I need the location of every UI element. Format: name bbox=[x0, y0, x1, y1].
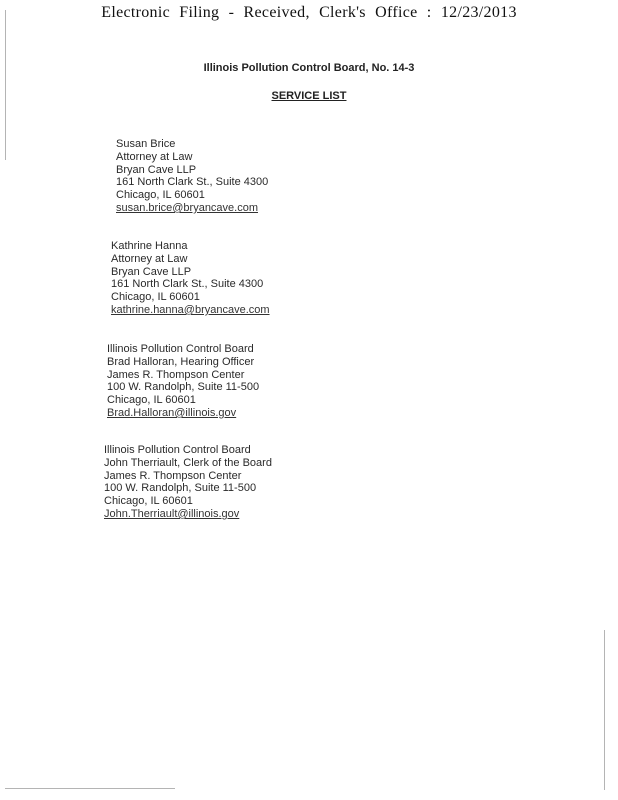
entry-email: susan.brice@bryancave.com bbox=[116, 201, 259, 214]
service-entry-1 bbox=[116, 138, 268, 215]
entry-building: James R. Thompson Center bbox=[107, 368, 245, 381]
entry-street: 161 North Clark St., Suite 4300 bbox=[116, 176, 269, 189]
entry-email: kathrine.hanna@bryancave.com bbox=[111, 303, 270, 316]
entry-email: John.Therriault@illinois.gov bbox=[104, 507, 240, 520]
entry-street: 161 North Clark St., Suite 4300 bbox=[111, 278, 264, 291]
filing-stamp: Electronic Filing - Received, Clerk's Office : 12/23/2013 bbox=[101, 4, 517, 21]
entry-building: James R. Thompson Center bbox=[104, 469, 242, 482]
entry-name: John Therriault, Clerk of the Board bbox=[104, 456, 272, 469]
entry-name: Brad Halloran, Hearing Officer bbox=[107, 355, 255, 368]
entry-name: Kathrine Hanna bbox=[111, 240, 188, 252]
entry-city: Chicago, IL 60601 bbox=[107, 394, 196, 407]
entry-name: Susan Brice bbox=[116, 138, 176, 150]
service-entry-4 bbox=[104, 444, 272, 521]
service-entry-3 bbox=[107, 343, 259, 420]
entry-city: Chicago, IL 60601 bbox=[116, 189, 205, 202]
scan-edge-artifact-left bbox=[5, 10, 6, 160]
document-title: Illinois Pollution Control Board, No. 14-3 bbox=[203, 62, 415, 74]
scan-edge-artifact-right bbox=[604, 630, 605, 790]
service-entry-2 bbox=[111, 240, 270, 317]
entry-organization: Illinois Pollution Control Board bbox=[104, 444, 251, 456]
entry-city: Chicago, IL 60601 bbox=[111, 291, 200, 304]
entry-email: Brad.Halloran@illinois.gov bbox=[107, 406, 237, 419]
scan-edge-artifact-bottom bbox=[5, 788, 175, 789]
entry-organization: Bryan Cave LLP bbox=[111, 265, 192, 278]
entry-title: Attorney at Law bbox=[116, 150, 193, 163]
entry-organization: Bryan Cave LLP bbox=[116, 163, 197, 176]
service-list-heading: SERVICE LIST bbox=[271, 90, 347, 102]
entry-street: 100 W. Randolph, Suite 11-500 bbox=[104, 482, 257, 495]
entry-organization: Illinois Pollution Control Board bbox=[107, 343, 254, 355]
entry-city: Chicago, IL 60601 bbox=[104, 495, 193, 508]
entry-title: Attorney at Law bbox=[111, 252, 188, 265]
entry-street: 100 W. Randolph, Suite 11-500 bbox=[107, 381, 260, 394]
